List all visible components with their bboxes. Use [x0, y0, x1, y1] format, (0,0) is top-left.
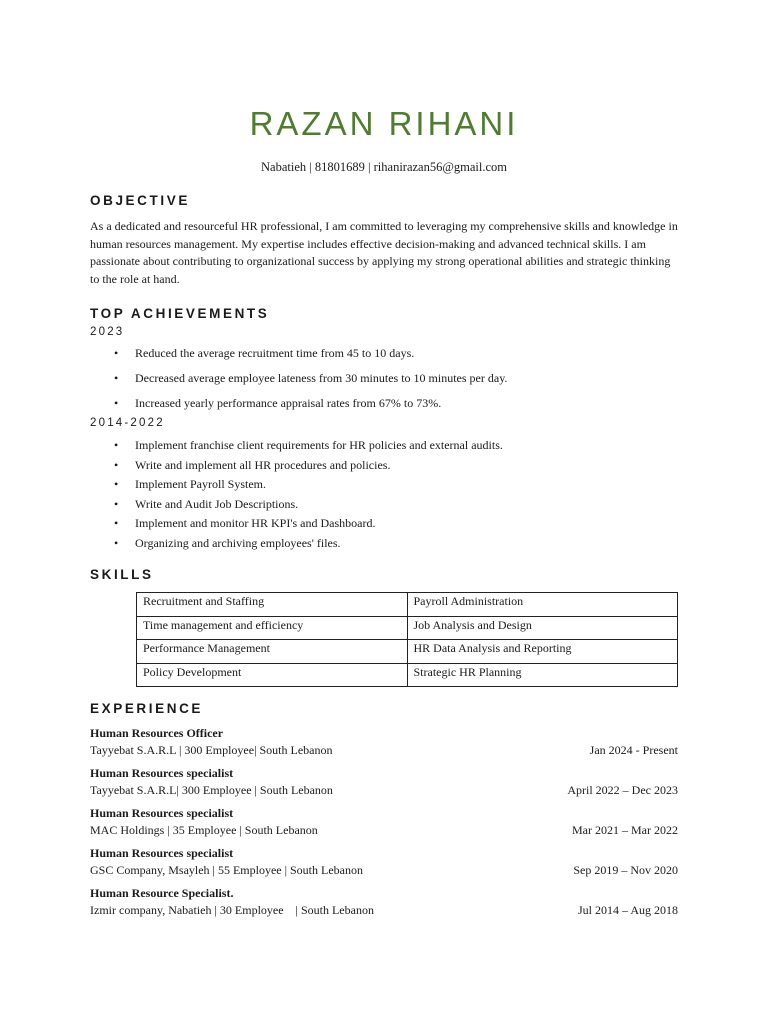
- achievement-item: • Increased yearly performance appraisal rates from 67% to 73%.: [90, 394, 507, 419]
- skills-row: [137, 593, 678, 617]
- job-company: Izmir company, Nabatieh | 30 Employee | South Lebanon: [90, 903, 374, 917]
- job-dates: Jan 2024 - Present: [589, 743, 678, 757]
- achievement-item: • Organizing and archiving employees' files.: [90, 534, 503, 554]
- experience-entry: [90, 805, 678, 839]
- job-title: Human Resources specialist: [90, 766, 234, 780]
- experience-heading: EXPERIENCE: [90, 701, 204, 716]
- contact-info: Nabatieh | 81801689 | rihanirazan56@gmail.com: [261, 160, 507, 174]
- skill-cell: Job Analysis and Design: [407, 616, 678, 640]
- achievement-list: [90, 436, 503, 553]
- skills-table: [136, 592, 678, 687]
- job-title: Human Resources specialist: [90, 846, 234, 860]
- experience-entry: [90, 845, 678, 879]
- experience-entry: [90, 765, 678, 799]
- objective-heading: OBJECTIVE: [90, 193, 190, 208]
- experience-entry: [90, 885, 678, 919]
- achievement-item: • Write and implement all HR procedures and policies.: [90, 456, 503, 476]
- skill-cell: HR Data Analysis and Reporting: [407, 640, 678, 664]
- skill-cell: Recruitment and Staffing: [137, 593, 408, 617]
- job-title: Human Resource Specialist.: [90, 886, 234, 900]
- job-company: GSC Company, Msayleh | 55 Employee | South Lebanon: [90, 863, 363, 877]
- achievement-year: 2023: [90, 326, 125, 338]
- skills-row: [137, 663, 678, 687]
- achievements-heading: TOP ACHIEVEMENTS: [90, 306, 270, 321]
- skills-heading: SKILLS: [90, 567, 154, 582]
- experience-entry: [90, 725, 678, 759]
- job-dates: Jul 2014 – Aug 2018: [577, 903, 678, 917]
- achievement-item: • Implement franchise client requirements for HR policies and external audits.: [90, 436, 503, 456]
- skill-cell: Payroll Administration: [407, 593, 678, 617]
- achievement-year: 2014-2022: [90, 417, 165, 429]
- achievement-item: • Decreased average employee lateness from 30 minutes to 10 minutes per day.: [90, 369, 507, 394]
- achievement-item: • Reduced the average recruitment time from 45 to 10 days.: [90, 344, 507, 369]
- job-company: Tayyebat S.A.R.L| 300 Employee | South Lebanon: [90, 783, 333, 797]
- skill-cell: Policy Development: [137, 663, 408, 687]
- job-company: Tayyebat S.A.R.L | 300 Employee| South Lebanon: [90, 743, 333, 757]
- candidate-name: RAZAN RIHANI: [249, 105, 519, 142]
- achievement-item: • Implement Payroll System.: [90, 475, 503, 495]
- job-dates: Mar 2021 – Mar 2022: [572, 823, 678, 837]
- job-dates: Sep 2019 – Nov 2020: [573, 863, 678, 877]
- objective-text: As a dedicated and resourceful HR professional, I am committed to leveraging my comprehensive skills and knowledge in human resources management. My expertise includes effective decision-making and advanced technical skills. I am passionate about contributing to organizational success by applying my strong operational abilities and strategic thinking to the role at hand.: [90, 219, 678, 286]
- job-title: Human Resources Officer: [90, 726, 224, 740]
- skills-row: [137, 640, 678, 664]
- skill-cell: Strategic HR Planning: [407, 663, 678, 687]
- job-title: Human Resources specialist: [90, 806, 234, 820]
- skill-cell: Time management and efficiency: [137, 616, 408, 640]
- skill-cell: Performance Management: [137, 640, 408, 664]
- job-company: MAC Holdings | 35 Employee | South Lebanon: [90, 823, 318, 837]
- achievement-item: • Implement and monitor HR KPI's and Dashboard.: [90, 514, 503, 534]
- skills-row: [137, 616, 678, 640]
- achievement-item: • Write and Audit Job Descriptions.: [90, 495, 503, 515]
- achievement-list: [90, 344, 507, 419]
- job-dates: April 2022 – Dec 2023: [567, 783, 678, 797]
